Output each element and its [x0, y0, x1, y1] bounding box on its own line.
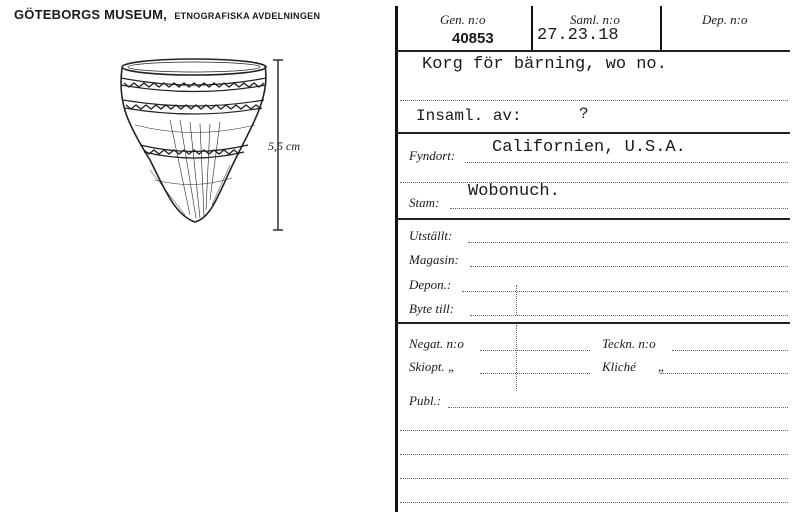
- publ-dotted-line-3: [400, 454, 788, 455]
- storage-rule: [396, 322, 790, 324]
- utstallt-dotted-line: [468, 242, 788, 243]
- kliche-ditto: „: [658, 359, 666, 374]
- measurement-label: 5,5 cm: [268, 139, 300, 153]
- basket-sketch: [121, 59, 283, 230]
- skiopt-dotted-line: [480, 373, 590, 374]
- description-value: Korg för bärning, wo no.: [422, 55, 667, 74]
- fyndort-value: Californien, U.S.A.: [492, 138, 686, 157]
- publ-dotted-line: [448, 407, 788, 408]
- publ-label: Publ.:: [409, 393, 442, 408]
- teckn-label: Teckn. n:o: [602, 336, 656, 351]
- fyndort-label: Fyndort:: [409, 148, 456, 163]
- stam-label: Stam:: [409, 195, 440, 210]
- fyndort-dotted-line: [465, 162, 788, 163]
- fyndort-dotted-line-2: [400, 182, 788, 183]
- insaml-value: ?: [579, 105, 589, 123]
- skiopt-label: Skiopt. „: [409, 359, 456, 374]
- insaml-label: Insaml. av:: [416, 107, 522, 125]
- museum-header: [14, 6, 320, 24]
- header-bottom-rule: [396, 50, 790, 52]
- header-divider-1: [531, 6, 533, 50]
- utstallt-label: Utställt:: [409, 228, 453, 243]
- depon-dotted-line: [462, 291, 788, 292]
- publ-dotted-line-2: [400, 430, 788, 431]
- storage-divider: [516, 285, 517, 315]
- negat-dotted-line: [480, 350, 590, 351]
- gen-label: Gen. n:o: [440, 12, 486, 27]
- stam-value: Wobonuch.: [468, 182, 560, 201]
- kliche-dotted-line: [660, 373, 788, 374]
- card-left-border: [395, 6, 398, 512]
- negat-label: Negat. n:o: [409, 336, 464, 351]
- depon-label: Depon.:: [409, 277, 452, 292]
- byte-label: Byte till:: [409, 301, 455, 316]
- saml-value: 27.23.18: [537, 26, 619, 45]
- saml-label: Saml. n:o: [570, 12, 620, 27]
- stam-rule: [396, 218, 790, 220]
- publ-dotted-line-5: [400, 502, 788, 503]
- stam-dotted-line: [450, 208, 788, 209]
- dep-label: Dep. n:o: [702, 12, 748, 27]
- insaml-rule: [396, 132, 790, 134]
- magasin-dotted-line: [470, 266, 788, 267]
- kliche-label: Kliché: [602, 359, 636, 374]
- gen-value: 40853: [452, 30, 494, 47]
- teckn-dotted-line: [672, 350, 788, 351]
- museum-name: GÖTEBORGS MUSEUM,: [14, 7, 167, 22]
- magasin-label: Magasin:: [409, 252, 459, 267]
- department-name: ETNOGRAFISKA AVDELNINGEN: [174, 11, 321, 21]
- header-divider-2: [660, 6, 662, 50]
- publ-dotted-line-4: [400, 478, 788, 479]
- byte-dotted-line: [470, 315, 788, 316]
- negat-divider: [516, 325, 517, 391]
- description-dotted-line: [400, 100, 788, 101]
